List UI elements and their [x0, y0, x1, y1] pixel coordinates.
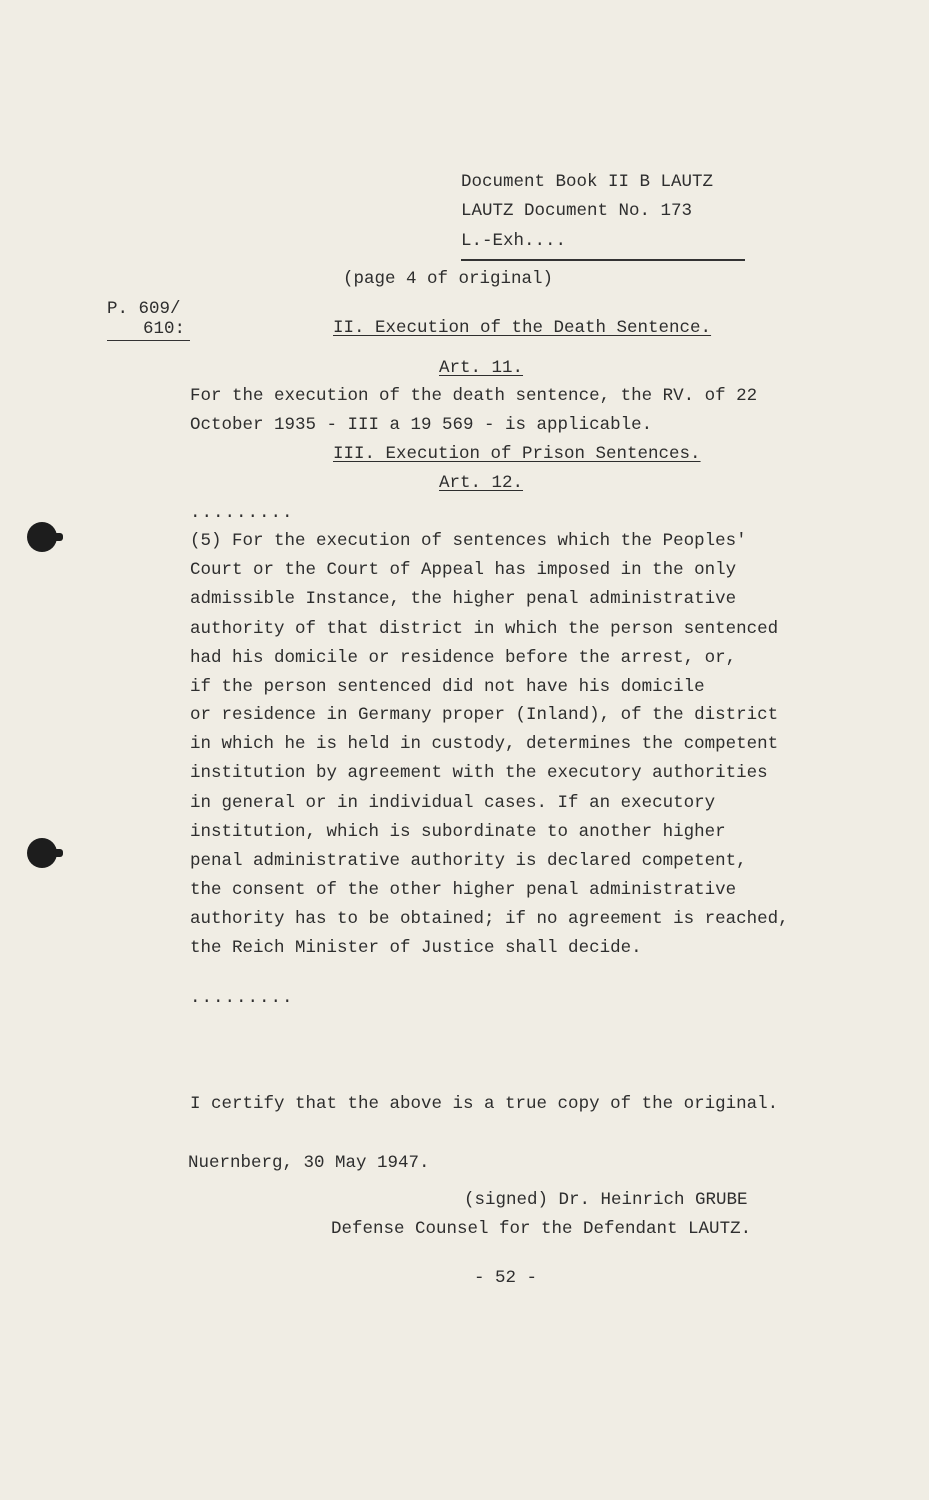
section-2-body-line2: October 1935 - III a 19 569 - is applicable.: [190, 415, 653, 435]
paragraph-5-line: authority has to be obtained; if no agreement is reached,: [190, 909, 789, 929]
exhibit-label: L.-Exh....: [461, 231, 567, 251]
paragraph-5-line: had his domicile or residence before the arrest, or,: [190, 648, 737, 668]
signature-name: (signed) Dr. Heinrich GRUBE: [464, 1190, 748, 1210]
signer-title: Defense Counsel for the Defendant LAUTZ.: [331, 1219, 752, 1239]
ellipsis-bottom: .........: [190, 988, 294, 1008]
paragraph-5-line: institution, which is subordinate to another higher: [190, 822, 726, 842]
paragraph-5-line: the consent of the other higher penal administrative: [190, 880, 737, 900]
paragraph-5-line: or residence in Germany proper (Inland), of the district: [190, 705, 779, 725]
page-reference: (page 4 of original): [343, 269, 554, 289]
punch-hole-top: [27, 522, 57, 552]
paragraph-5-line: Court or the Court of Appeal has imposed in the only: [190, 560, 737, 580]
header-rule: [461, 259, 745, 261]
paragraph-5-line: (5) For the execution of sentences which the Peoples': [190, 531, 747, 551]
punch-hole-bottom: [27, 838, 57, 868]
section-3-article: Art. 12.: [439, 473, 524, 493]
margin-note-rule: [107, 340, 190, 341]
paragraph-5-line: the Reich Minister of Justice shall decide.: [190, 938, 642, 958]
place-date: Nuernberg, 30 May 1947.: [188, 1153, 430, 1173]
certification-text: I certify that the above is a true copy of the original.: [190, 1094, 779, 1114]
section-3-title: III. Execution of Prison Sentences.: [333, 444, 701, 464]
margin-note-line1: P. 609/: [107, 299, 181, 319]
paragraph-5-line: in which he is held in custody, determines the competent: [190, 734, 779, 754]
paragraph-5-line: admissible Instance, the higher penal administrative: [190, 589, 737, 609]
page-number: - 52 -: [474, 1268, 538, 1288]
section-2-body-line1: For the execution of the death sentence, the RV. of 22: [190, 386, 758, 406]
doc-number-label: LAUTZ Document No. 173: [461, 201, 693, 221]
doc-book-label: Document Book II B LAUTZ: [461, 172, 714, 192]
paragraph-5-line: in general or in individual cases. If an executory: [190, 793, 716, 813]
paragraph-5-line: institution by agreement with the executory authorities: [190, 763, 768, 783]
paragraph-5-line: authority of that district in which the person sentenced: [190, 619, 779, 639]
section-2-title: II. Execution of the Death Sentence.: [333, 318, 712, 338]
margin-note-line2: 610:: [143, 319, 186, 339]
paragraph-5-line: penal administrative authority is declared competent,: [190, 851, 747, 871]
paragraph-5-line: if the person sentenced did not have his domicile: [190, 677, 705, 697]
section-2-article: Art. 11.: [439, 358, 524, 378]
ellipsis-top: .........: [190, 503, 294, 523]
